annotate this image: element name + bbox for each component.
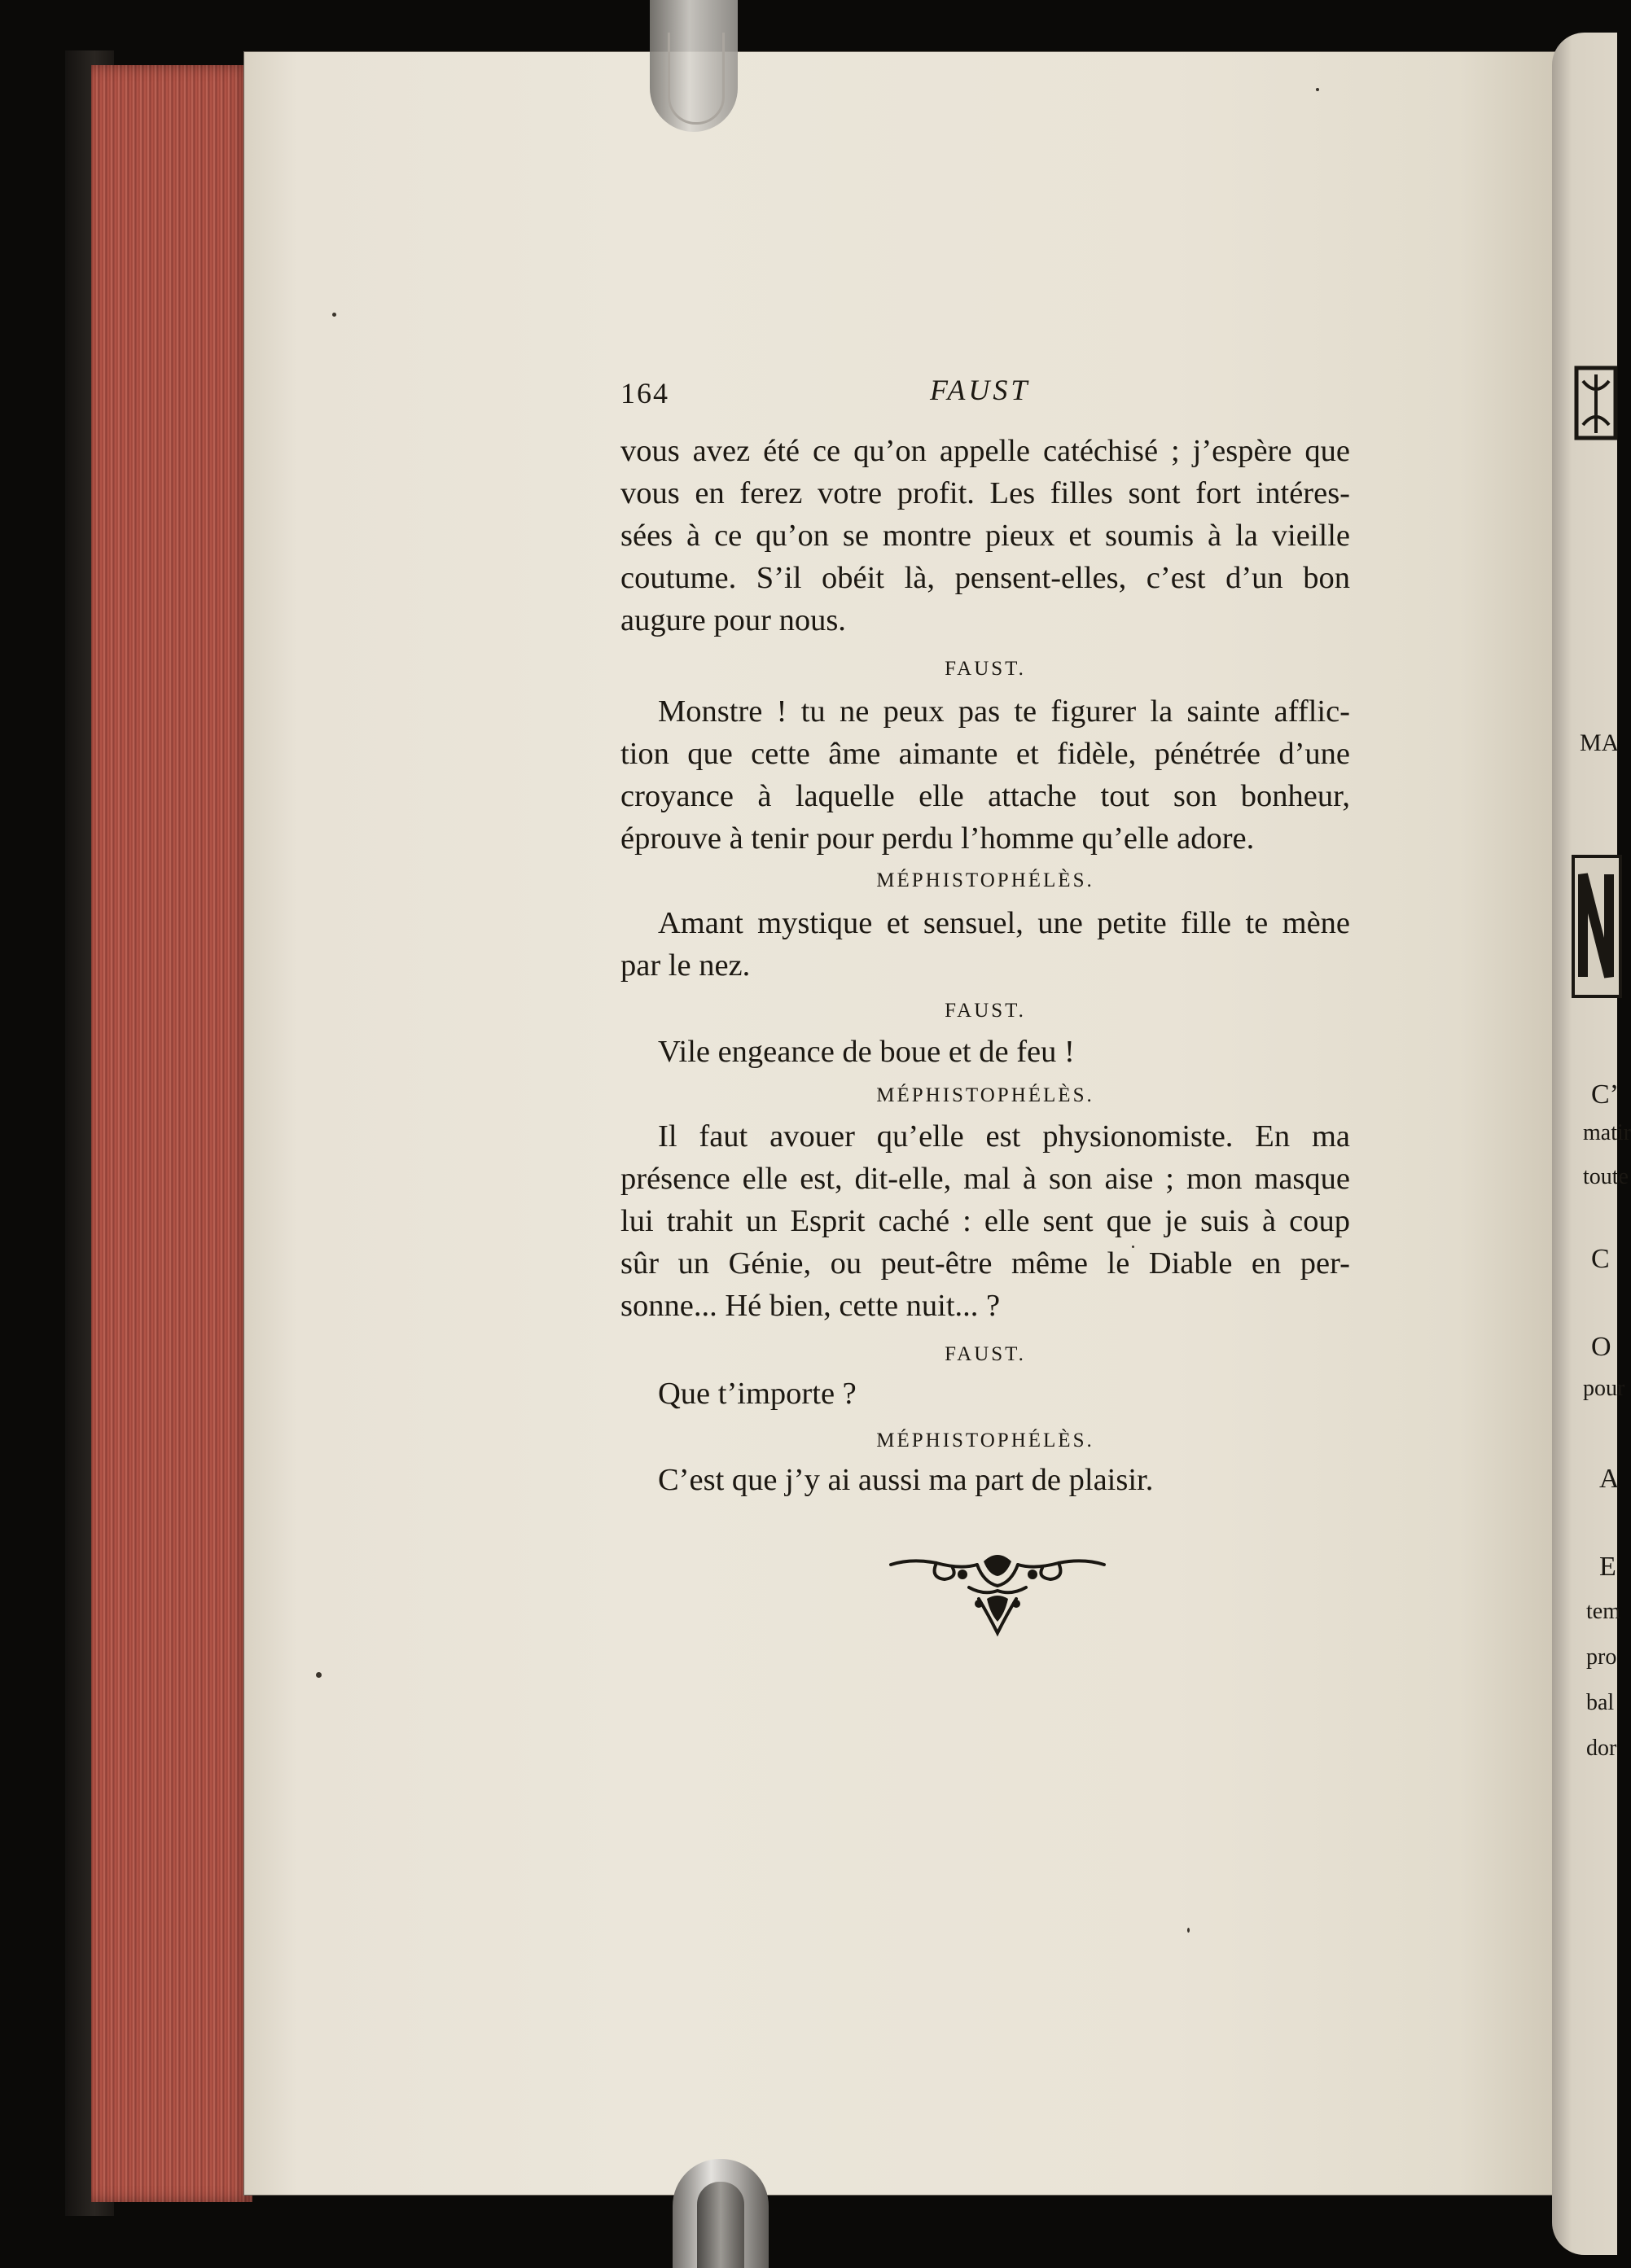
speaker-name: MÉPHISTOPHÉLÈS.: [876, 1084, 1094, 1106]
speaker-name: MÉPHISTOPHÉLÈS.: [876, 869, 1094, 891]
facing-fragment: matir: [1583, 1120, 1631, 1145]
facing-page-ornament: [1573, 365, 1622, 446]
facing-fragment: O: [1591, 1332, 1611, 1362]
facing-fragment: E: [1599, 1552, 1616, 1582]
text-line: vous avez été ce qu’on appelle catéchisé ; j’espère que: [620, 434, 1350, 468]
tailpiece-ornament-icon: [888, 1550, 1107, 1640]
text-line: tion que cette âme aimante et fidèle, pénétrée d’une: [620, 737, 1350, 771]
running-title: FAUST: [930, 374, 1031, 406]
facing-fragment: MA: [1580, 729, 1620, 756]
text-line: lui trahit un Esprit caché : elle sent que je suis à coup: [620, 1204, 1350, 1238]
text-line: sûr un Génie, ou peut-être même le Diable en per-: [620, 1246, 1350, 1281]
page-block-edges: [91, 65, 252, 2202]
text-line: éprouve à tenir pour perdu l’homme qu’elle adore.: [620, 821, 1255, 856]
speaker-name: FAUST.: [945, 1343, 1026, 1365]
speaker-name: FAUST.: [945, 658, 1026, 680]
text-line: Amant mystique et sensuel, une petite fille te mène: [658, 906, 1350, 940]
facing-fragment: C: [1591, 1244, 1610, 1274]
page-clip-bottom-slot: [697, 2182, 744, 2268]
text-line: sées à ce qu’on se montre pieux et soumis à la vieille: [620, 519, 1350, 553]
facing-fragment: C’: [1591, 1079, 1619, 1110]
text-line: croyance à laquelle elle attache tout son bonheur,: [620, 779, 1350, 813]
facing-page: [1552, 33, 1631, 2255]
text-line: Que t’importe ?: [658, 1377, 857, 1411]
text-line: présence elle est, dit-elle, mal à son aise ; mon masque: [620, 1162, 1350, 1196]
facing-fragment: dor: [1586, 1736, 1617, 1761]
facing-fragment: A: [1599, 1464, 1620, 1494]
page-number: 164: [620, 377, 669, 409]
facing-fragment: toute: [1583, 1164, 1629, 1189]
text-line: par le nez.: [620, 948, 751, 983]
page-clip-top-loop: [668, 33, 725, 125]
text-line: Vile engeance de boue et de feu !: [658, 1035, 1075, 1069]
speaker-name: FAUST.: [945, 1000, 1026, 1022]
text-line: augure pour nous.: [620, 603, 846, 637]
text-line: sonne... Hé bien, cette nuit... ?: [620, 1289, 1001, 1323]
facing-fragment: tem: [1586, 1599, 1620, 1624]
text-line: Monstre ! tu ne peux pas te figurer la sainte afflic-: [658, 694, 1350, 729]
running-header: [620, 376, 1440, 425]
text-line: C’est que j’y ai aussi ma part de plaisir.: [658, 1463, 1154, 1497]
facing-fragment: pro: [1586, 1644, 1617, 1670]
facing-fragment: pour: [1583, 1376, 1625, 1401]
text-line: vous en ferez votre profit. Les filles sont fort intéres-: [620, 476, 1350, 510]
text-line: Il faut avouer qu’elle est physionomiste. En ma: [658, 1119, 1350, 1154]
facing-fragment: bal: [1586, 1690, 1615, 1715]
text-line: coutume. S’il obéit là, pensent-elles, c’est d’un bon: [620, 561, 1350, 595]
speaker-name: MÉPHISTOPHÉLÈS.: [876, 1430, 1094, 1451]
facing-page-drop-cap: [1572, 855, 1620, 1001]
